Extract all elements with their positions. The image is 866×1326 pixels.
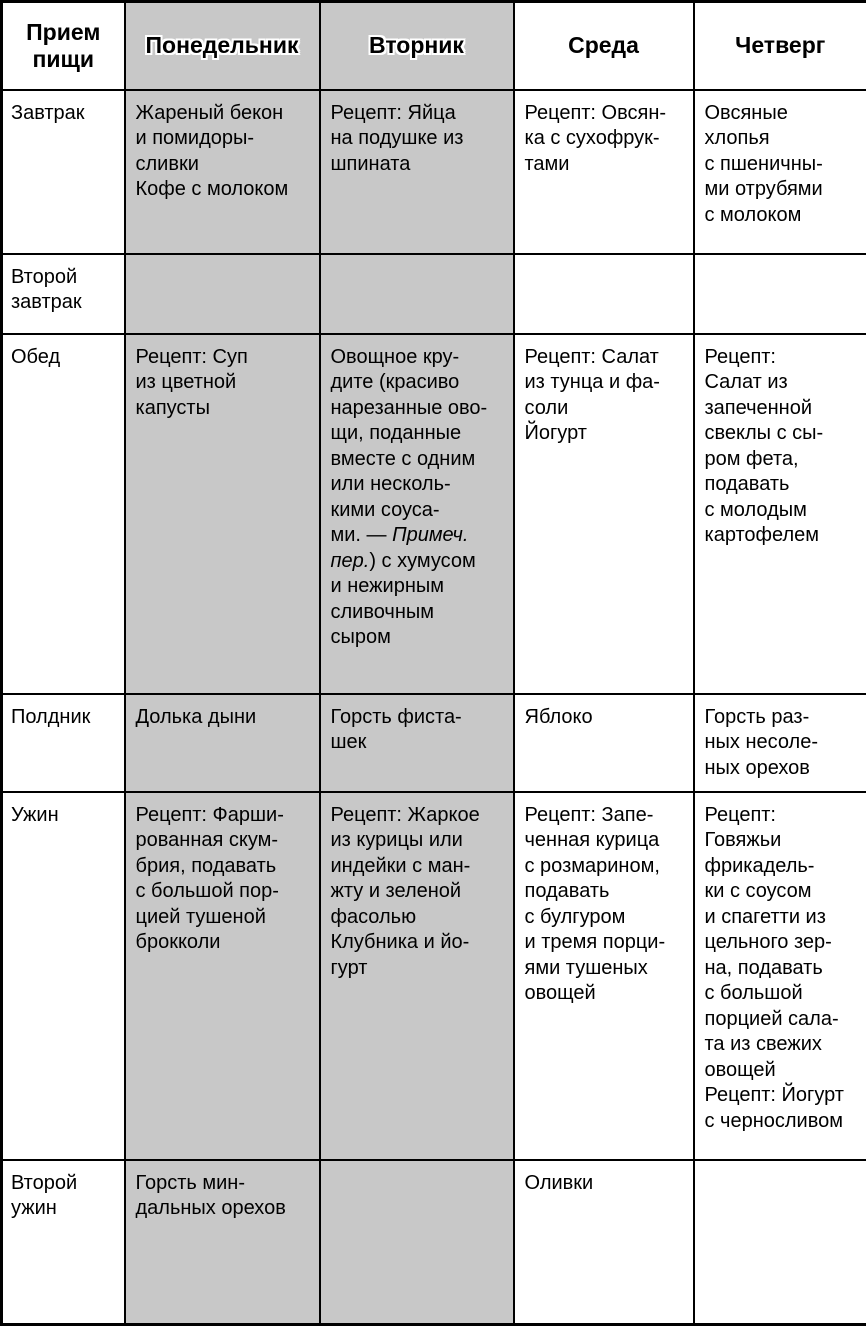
text-line: индейки с ман- bbox=[331, 854, 509, 880]
text-line: из курицы или bbox=[331, 828, 509, 854]
row-dinner bbox=[2, 792, 866, 1160]
text-line: Рецепт: Суп bbox=[136, 345, 315, 371]
text-line: Йогурт bbox=[525, 421, 689, 447]
cell-lunch-thursday bbox=[694, 334, 866, 694]
cell-afternoon-snack-thursday bbox=[694, 694, 866, 792]
text-line: Обед bbox=[11, 345, 120, 371]
cell-second-dinner-monday bbox=[125, 1160, 320, 1325]
text-line: завтрак bbox=[11, 290, 120, 316]
text-line: Долька дыни bbox=[136, 705, 315, 731]
text-line: картофелем bbox=[705, 523, 863, 549]
cell-breakfast-wednesday bbox=[514, 90, 694, 254]
column-header-wednesday bbox=[514, 2, 694, 90]
column-header-tuesday bbox=[320, 2, 514, 90]
meal-label-breakfast bbox=[2, 90, 125, 254]
text-line: Оливки bbox=[525, 1171, 689, 1197]
text-line: цельного зер- bbox=[705, 930, 863, 956]
text-line: и помидоры- bbox=[136, 126, 315, 152]
text-line: Четверг bbox=[697, 32, 865, 59]
text-line: с большой пор- bbox=[136, 879, 315, 905]
text-line: с молоком bbox=[705, 203, 863, 229]
text-line: Рецепт: bbox=[705, 345, 863, 371]
text-line: овощей bbox=[525, 981, 689, 1007]
text-line: дите (красиво bbox=[331, 370, 509, 396]
text-line: сливочным bbox=[331, 600, 509, 626]
cell-second-dinner-thursday bbox=[694, 1160, 866, 1325]
text-line: ных несоле- bbox=[705, 730, 863, 756]
meal-label-lunch bbox=[2, 334, 125, 694]
text-line: Горсть мин- bbox=[136, 1171, 315, 1197]
cell-dinner-tuesday bbox=[320, 792, 514, 1160]
text-line: Яблоко bbox=[525, 705, 689, 731]
text-line: щи, поданные bbox=[331, 421, 509, 447]
text-line: Рецепт: Овсян- bbox=[525, 101, 689, 127]
text-line: Рецепт: bbox=[705, 803, 863, 829]
text-line: Ужин bbox=[11, 803, 120, 829]
text-line: Второй bbox=[11, 265, 120, 291]
column-header-meal bbox=[2, 2, 125, 90]
table-body bbox=[2, 90, 866, 1325]
text-line: Клубника и йо- bbox=[331, 930, 509, 956]
text-line: пер.) с хумусом bbox=[331, 549, 509, 575]
text-line: и нежирным bbox=[331, 574, 509, 600]
text-line: ных орехов bbox=[705, 756, 863, 782]
cell-second-breakfast-thursday bbox=[694, 254, 866, 334]
text-line: Понедельник bbox=[128, 32, 317, 59]
text-line: Рецепт: Жаркое bbox=[331, 803, 509, 829]
text-line: с черносливом bbox=[705, 1109, 863, 1135]
text-line: ужин bbox=[11, 1196, 120, 1222]
text-line: из тунца и фа- bbox=[525, 370, 689, 396]
text-line: Овсяные bbox=[705, 101, 863, 127]
text-line: Рецепт: Фарши- bbox=[136, 803, 315, 829]
text-line: порцией сала- bbox=[705, 1007, 863, 1033]
column-header-thursday bbox=[694, 2, 866, 90]
cell-breakfast-monday bbox=[125, 90, 320, 254]
text-line: Вторник bbox=[323, 32, 511, 59]
text-line: хлопья bbox=[705, 126, 863, 152]
text-line: фасолью bbox=[331, 905, 509, 931]
column-header-monday bbox=[125, 2, 320, 90]
text-line: Рецепт: Запе- bbox=[525, 803, 689, 829]
text-line: из цветной bbox=[136, 370, 315, 396]
cell-afternoon-snack-tuesday bbox=[320, 694, 514, 792]
text-line: подавать bbox=[525, 879, 689, 905]
text-line: Горсть раз- bbox=[705, 705, 863, 731]
text-line: Полдник bbox=[11, 705, 120, 731]
text-line: нарезанные ово- bbox=[331, 396, 509, 422]
text-line: шпината bbox=[331, 152, 509, 178]
text-line: или несколь- bbox=[331, 472, 509, 498]
text-line: на, подавать bbox=[705, 956, 863, 982]
text-line: Завтрак bbox=[11, 101, 120, 127]
text-line: и тремя порци- bbox=[525, 930, 689, 956]
text-line: Овощное кру- bbox=[331, 345, 509, 371]
text-line: Рецепт: Яйца bbox=[331, 101, 509, 127]
cell-breakfast-tuesday bbox=[320, 90, 514, 254]
cell-second-breakfast-tuesday bbox=[320, 254, 514, 334]
row-afternoon-snack bbox=[2, 694, 866, 792]
text-line: сливки bbox=[136, 152, 315, 178]
text-line: соли bbox=[525, 396, 689, 422]
cell-dinner-thursday bbox=[694, 792, 866, 1160]
cell-dinner-monday bbox=[125, 792, 320, 1160]
text-line: с булгуром bbox=[525, 905, 689, 931]
text-line: ром фета, bbox=[705, 447, 863, 473]
text-line: с молодым bbox=[705, 498, 863, 524]
text-line: запеченной bbox=[705, 396, 863, 422]
meal-label-dinner bbox=[2, 792, 125, 1160]
text-line: Прием bbox=[5, 19, 122, 46]
text-line: с розмарином, bbox=[525, 854, 689, 880]
text-line: ка с сухофрук- bbox=[525, 126, 689, 152]
text-line: гурт bbox=[331, 956, 509, 982]
row-breakfast bbox=[2, 90, 866, 254]
text-line: с пшеничны- bbox=[705, 152, 863, 178]
text-line: ченная курица bbox=[525, 828, 689, 854]
text-line: и спагетти из bbox=[705, 905, 863, 931]
meal-label-afternoon-snack bbox=[2, 694, 125, 792]
text-line: цией тушеной bbox=[136, 905, 315, 931]
text-line: подавать bbox=[705, 472, 863, 498]
cell-afternoon-snack-wednesday bbox=[514, 694, 694, 792]
cell-second-breakfast-monday bbox=[125, 254, 320, 334]
text-line: Жареный бекон bbox=[136, 101, 315, 127]
text-line: фрикадель- bbox=[705, 854, 863, 880]
text-line: жту и зеленой bbox=[331, 879, 509, 905]
row-second-dinner bbox=[2, 1160, 866, 1325]
cell-lunch-tuesday bbox=[320, 334, 514, 694]
text-line: ми отрубями bbox=[705, 177, 863, 203]
cell-second-breakfast-wednesday bbox=[514, 254, 694, 334]
text-line: ями тушеных bbox=[525, 956, 689, 982]
text-line: пищи bbox=[5, 46, 122, 73]
cell-breakfast-thursday bbox=[694, 90, 866, 254]
text-line: рованная скум- bbox=[136, 828, 315, 854]
text-line: брия, подавать bbox=[136, 854, 315, 880]
cell-dinner-wednesday bbox=[514, 792, 694, 1160]
text-line: капусты bbox=[136, 396, 315, 422]
cell-lunch-monday bbox=[125, 334, 320, 694]
text-line: Второй bbox=[11, 1171, 120, 1197]
text-line: Салат из bbox=[705, 370, 863, 396]
row-second-breakfast bbox=[2, 254, 866, 334]
text-line: овощей bbox=[705, 1058, 863, 1084]
text-line: кими соуса- bbox=[331, 498, 509, 524]
text-line: тами bbox=[525, 152, 689, 178]
text-line: брокколи bbox=[136, 930, 315, 956]
text-line: та из свежих bbox=[705, 1032, 863, 1058]
cell-second-dinner-wednesday bbox=[514, 1160, 694, 1325]
text-line: вместе с одним bbox=[331, 447, 509, 473]
meal-label-second-breakfast bbox=[2, 254, 125, 334]
text-line: Горсть фиста- bbox=[331, 705, 509, 731]
text-line: Рецепт: Йогурт bbox=[705, 1083, 863, 1109]
row-lunch bbox=[2, 334, 866, 694]
text-line: на подушке из bbox=[331, 126, 509, 152]
text-line: Кофе с молоком bbox=[136, 177, 315, 203]
text-line: Говяжьи bbox=[705, 828, 863, 854]
meal-label-second-dinner bbox=[2, 1160, 125, 1325]
text-line: шек bbox=[331, 730, 509, 756]
text-line: свеклы с сы- bbox=[705, 421, 863, 447]
text-line: дальных орехов bbox=[136, 1196, 315, 1222]
text-line: Среда bbox=[517, 32, 691, 59]
cell-second-dinner-tuesday bbox=[320, 1160, 514, 1325]
table-header bbox=[2, 2, 866, 90]
text-line: сыром bbox=[331, 625, 509, 651]
cell-lunch-wednesday bbox=[514, 334, 694, 694]
text-line: Рецепт: Салат bbox=[525, 345, 689, 371]
cell-afternoon-snack-monday bbox=[125, 694, 320, 792]
text-line: с большой bbox=[705, 981, 863, 1007]
text-line: ки с соусом bbox=[705, 879, 863, 905]
header-row bbox=[2, 2, 866, 90]
text-line: ми. — Примеч. bbox=[331, 523, 509, 549]
